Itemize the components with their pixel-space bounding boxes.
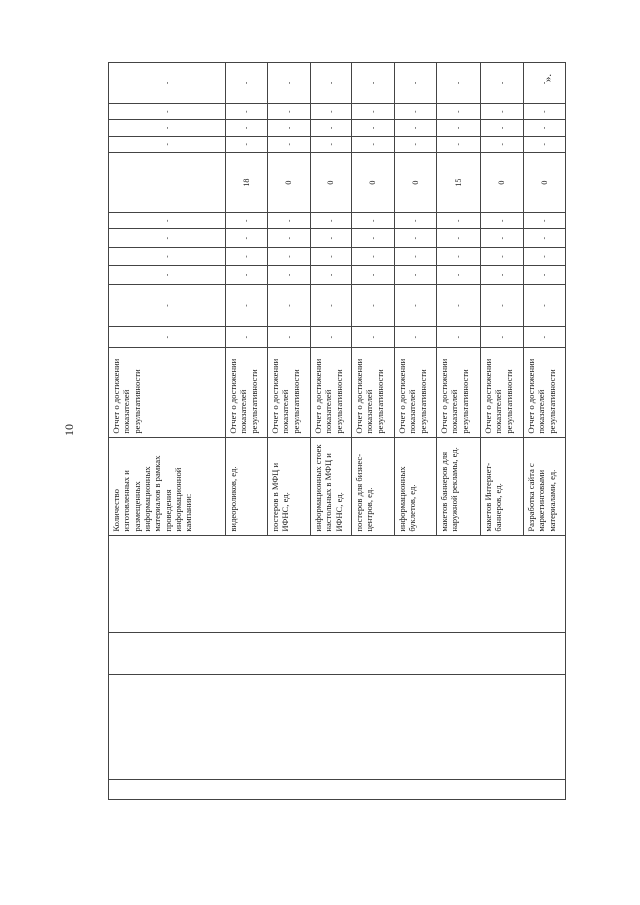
source-cell: Отчет о достижении показателей результативности	[109, 347, 226, 437]
mark-cell: -	[524, 247, 566, 265]
source-cell: Отчет о достижении показателей результативности	[481, 347, 524, 437]
mark-cell: -	[524, 284, 566, 327]
tail-mark-cell: -	[226, 63, 268, 104]
mark-cell: -	[481, 213, 524, 229]
tail-mark-cell: -	[524, 103, 566, 119]
tail-mark-cell: -	[311, 136, 352, 152]
mark-cell: -	[395, 213, 437, 229]
tail-mark-cell: -	[481, 136, 524, 152]
page-number: 10	[62, 424, 76, 436]
indicator-cell: постеров для бизнес-центров, ед.	[352, 437, 395, 535]
mark-cell: -	[395, 284, 437, 327]
table-body	[109, 63, 566, 800]
tail-mark-cell: -	[311, 120, 352, 136]
tail-mark-cell: -	[524, 63, 566, 104]
tail-mark-cell: -	[268, 136, 311, 152]
tail-mark-cell: -	[311, 103, 352, 119]
tail-mark-cell: -	[395, 63, 437, 104]
first-blank-cell	[109, 779, 566, 799]
mark-cell: -	[109, 247, 226, 265]
mark-cell: -	[268, 284, 311, 327]
tail-mark-cell: -	[268, 63, 311, 104]
source-cell: Отчет о достижении показателей результативности	[352, 347, 395, 437]
mark-cell: -	[352, 327, 395, 347]
mark-cell: -	[481, 266, 524, 284]
value-cell: 15	[437, 152, 481, 212]
value-cell: 0	[352, 152, 395, 212]
mark-cell: -	[437, 229, 481, 247]
mark-cell: -	[268, 229, 311, 247]
value-cell: 0	[395, 152, 437, 212]
tail-mark-cell: -	[437, 136, 481, 152]
mark-cell: -	[524, 266, 566, 284]
tail-mark-cell: -	[268, 103, 311, 119]
source-cell: Отчет о достижении показателей результативности	[226, 347, 268, 437]
mark-cell: -	[311, 266, 352, 284]
mark-cell: -	[481, 284, 524, 327]
tail-mark-cell: -	[352, 103, 395, 119]
source-cell: Отчет о достижении показателей результативности	[395, 347, 437, 437]
mark-cell: -	[226, 247, 268, 265]
indicator-cell: информационных буклетов, ед.	[395, 437, 437, 535]
closing-quote: ».	[542, 73, 555, 83]
value-cell: 18	[226, 152, 268, 212]
mark-cell: -	[226, 229, 268, 247]
tail-mark-cell: -	[524, 136, 566, 152]
source-cell: Отчет о достижении показателей результативности	[437, 347, 481, 437]
mark-cell: -	[395, 266, 437, 284]
tail-mark-cell: -	[311, 63, 352, 104]
tail-mark-cell: -	[395, 120, 437, 136]
mark-cell: -	[109, 327, 226, 347]
mark-cell: -	[226, 284, 268, 327]
mark-cell: -	[395, 327, 437, 347]
tail-mark-cell: -	[437, 103, 481, 119]
indicator-cell: постеров в МФЦ и ИФНС, ед.	[268, 437, 311, 535]
tail-mark-cell: -	[524, 120, 566, 136]
tail-mark-cell: -	[226, 120, 268, 136]
indicator-cell: макетов баннеров для наружной рекламы, ед.	[437, 437, 481, 535]
mark-cell: -	[481, 327, 524, 347]
mark-cell: -	[226, 266, 268, 284]
value-cell: 0	[481, 152, 524, 212]
tail-mark-cell: -	[481, 120, 524, 136]
mark-cell: -	[437, 213, 481, 229]
mark-cell: -	[481, 247, 524, 265]
mark-cell: -	[311, 284, 352, 327]
mark-cell: -	[437, 327, 481, 347]
mark-cell: -	[109, 284, 226, 327]
mark-cell: -	[524, 327, 566, 347]
mark-cell: -	[268, 247, 311, 265]
indicator-cell: информационных стоек настольных в МФЦ и ИФНС, ед.	[311, 437, 352, 535]
mark-cell: -	[311, 229, 352, 247]
tail-mark-cell: -	[481, 103, 524, 119]
fourth-blank-cell	[109, 535, 566, 632]
tail-mark-cell: -	[109, 103, 226, 119]
mark-cell: -	[311, 213, 352, 229]
value-cell: 0	[268, 152, 311, 212]
tail-mark-cell: -	[226, 103, 268, 119]
indicator-cell: Разработка сайта с маркетинговыми материалами, ед.	[524, 437, 566, 535]
mark-cell: -	[311, 247, 352, 265]
indicators-table	[108, 62, 566, 800]
source-cell: Отчет о достижении показателей результативности	[524, 347, 566, 437]
tail-mark-cell: -	[268, 120, 311, 136]
indicator-cell: видеороликов, ед.	[226, 437, 268, 535]
tail-mark-cell: -	[481, 63, 524, 104]
mark-cell: -	[268, 327, 311, 347]
tail-mark-cell: -	[352, 120, 395, 136]
mark-cell: -	[226, 327, 268, 347]
tail-mark-cell: -	[109, 136, 226, 152]
mark-cell: -	[311, 327, 352, 347]
mark-cell: -	[109, 266, 226, 284]
tail-mark-cell: -	[395, 103, 437, 119]
rotated-table-wrapper	[108, 62, 557, 800]
mark-cell: -	[352, 266, 395, 284]
mark-cell: -	[395, 247, 437, 265]
mark-cell: -	[524, 229, 566, 247]
mark-cell: -	[352, 229, 395, 247]
value-cell	[109, 152, 226, 212]
tail-mark-cell: -	[109, 120, 226, 136]
second-blank-cell	[109, 675, 566, 779]
tail-mark-cell: -	[226, 136, 268, 152]
mark-cell: -	[352, 213, 395, 229]
table-row	[109, 63, 226, 800]
mark-cell: -	[395, 229, 437, 247]
mark-cell: -	[226, 213, 268, 229]
mark-cell: -	[109, 213, 226, 229]
tail-mark-cell: -	[352, 136, 395, 152]
source-cell: Отчет о достижении показателей результативности	[268, 347, 311, 437]
value-cell: 0	[524, 152, 566, 212]
mark-cell: -	[437, 284, 481, 327]
mark-cell: -	[352, 284, 395, 327]
indicator-cell: Количество изготовленных и размещенных информационных материалов в рамках проведения информационной кампании:	[109, 437, 226, 535]
tail-mark-cell: -	[352, 63, 395, 104]
mark-cell: -	[109, 229, 226, 247]
mark-cell: -	[352, 247, 395, 265]
tail-mark-cell: -	[437, 120, 481, 136]
tail-mark-cell: -	[109, 63, 226, 104]
source-cell: Отчет о достижении показателей результативности	[311, 347, 352, 437]
value-cell: 0	[311, 152, 352, 212]
mark-cell: -	[268, 213, 311, 229]
mark-cell: -	[437, 266, 481, 284]
mark-cell: -	[524, 213, 566, 229]
tail-mark-cell: -	[395, 136, 437, 152]
mark-cell: -	[268, 266, 311, 284]
indicator-cell: макетов Интернет-баннеров, ед.	[481, 437, 524, 535]
mark-cell: -	[481, 229, 524, 247]
tail-mark-cell: -	[437, 63, 481, 104]
mark-cell: -	[437, 247, 481, 265]
third-blank-cell	[109, 632, 566, 675]
